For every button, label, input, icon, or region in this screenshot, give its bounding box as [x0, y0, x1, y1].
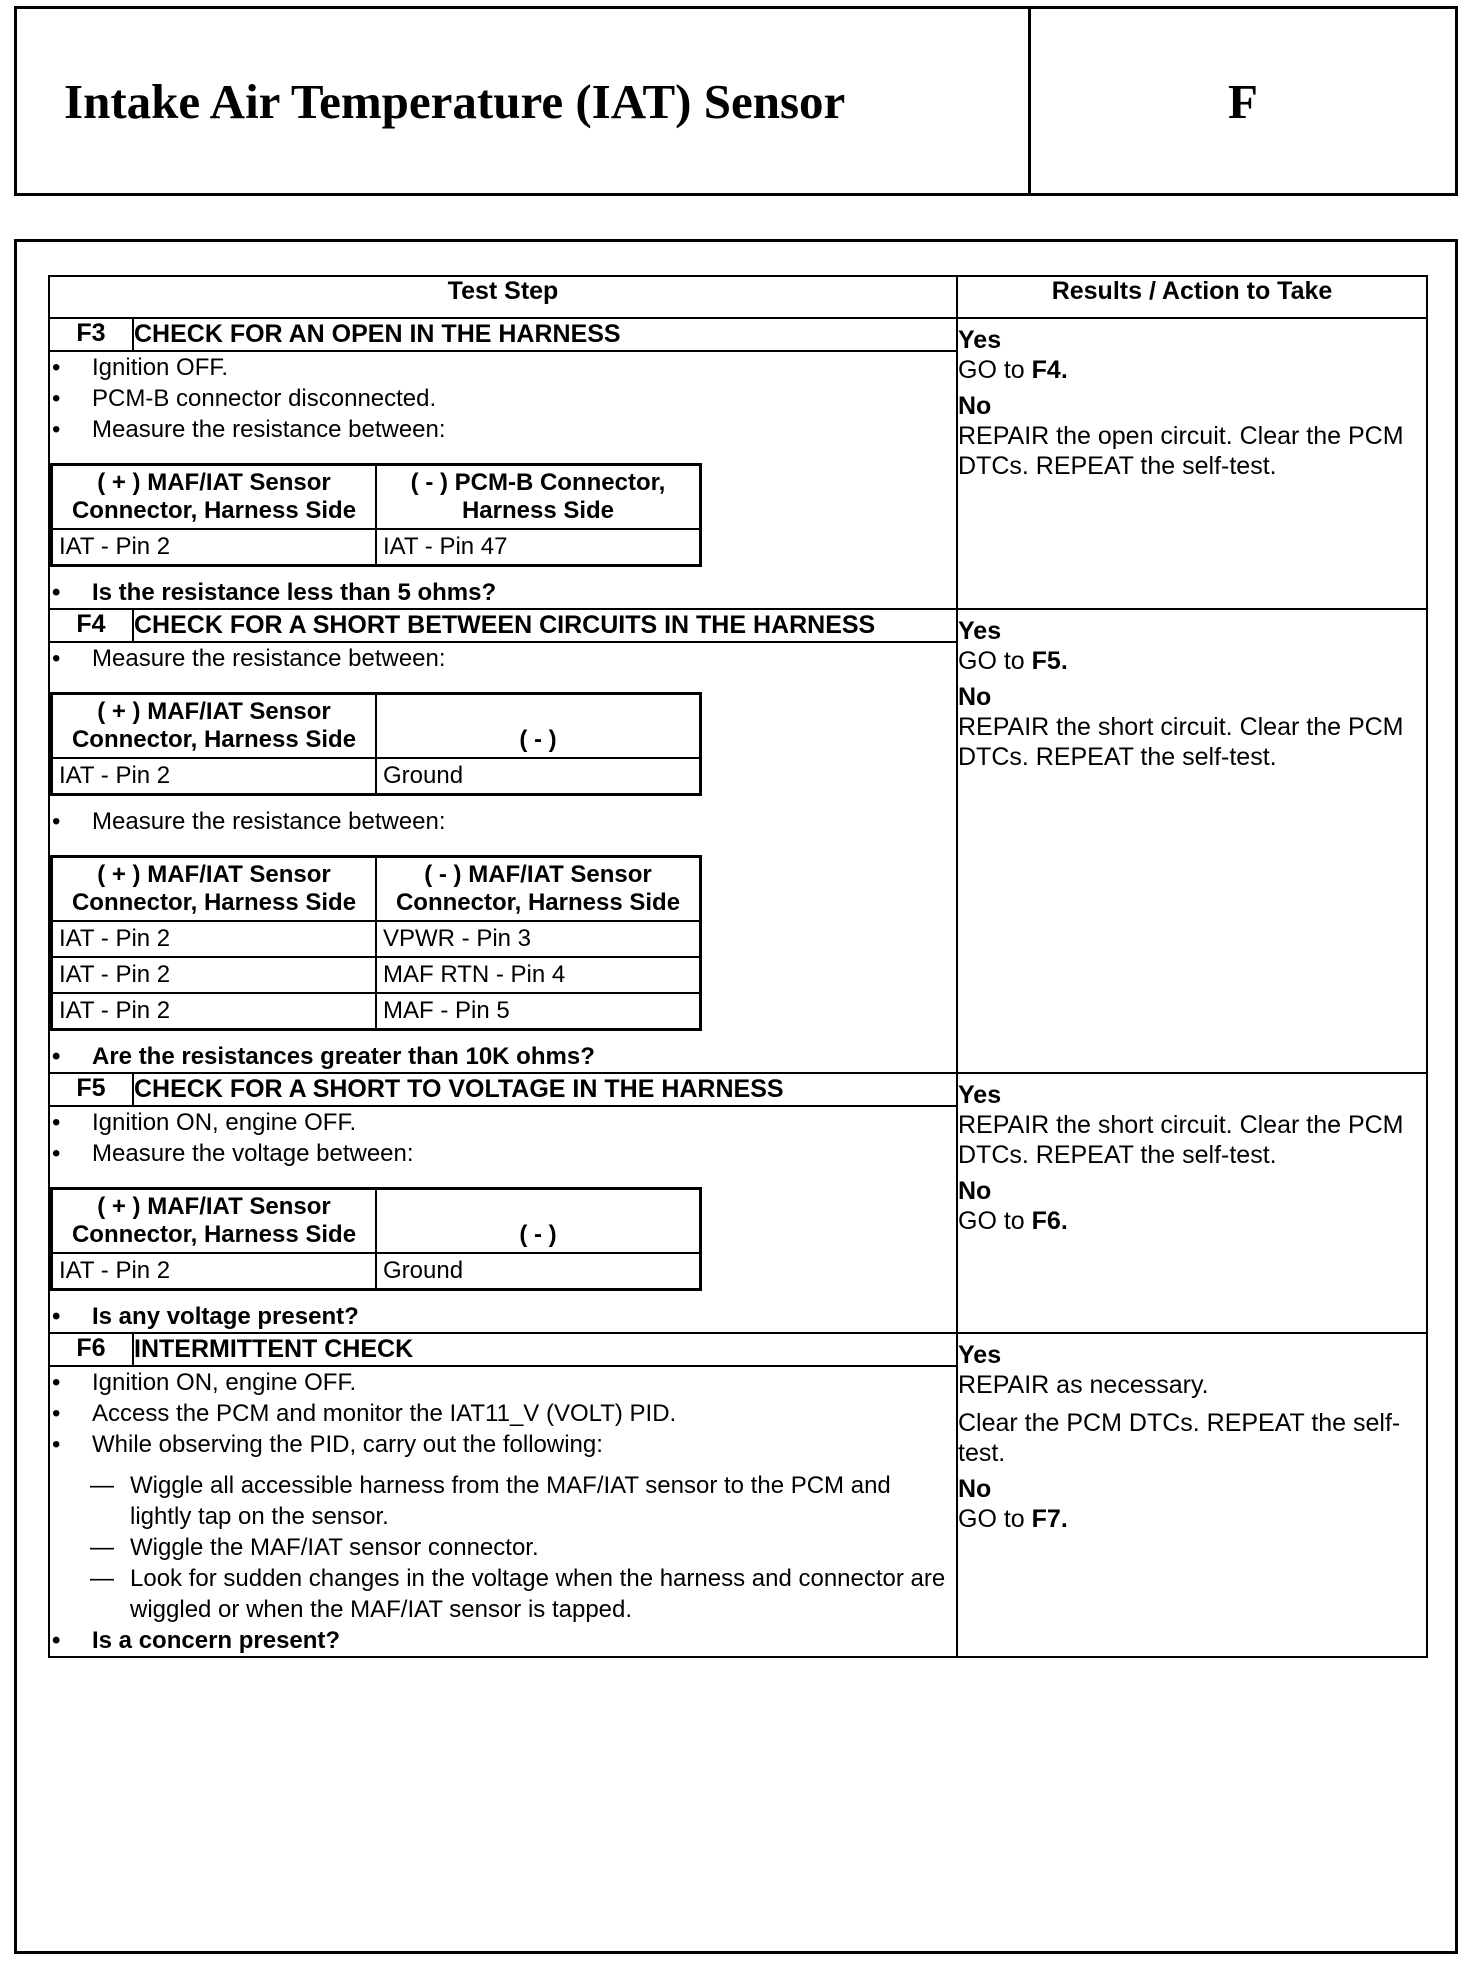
step-body [49, 1366, 957, 1657]
table-cell: Ground [376, 758, 701, 795]
question: • Is the resistance less than 5 ohms? [52, 579, 497, 606]
no-label: No [958, 1475, 992, 1503]
negative-header: ( - ) PCM-B Connector, Harness Side [376, 465, 701, 530]
positive-header: ( + ) MAF/IAT Sensor Connector, Harness Side [52, 857, 377, 922]
no-action: GO to F6. [958, 1207, 1068, 1235]
table-cell: IAT - Pin 2 [52, 957, 377, 993]
measurement-table [50, 692, 702, 796]
no-action: GO to F7. [958, 1505, 1068, 1533]
dash-item: — Wiggle all accessible harness from the MAF/IAT sensor to the PCM and lightly tap on the sensor. [90, 1472, 891, 1530]
section-letter: F [1228, 73, 1258, 129]
positive-header: ( + ) MAF/IAT Sensor Connector, Harness Side [52, 465, 377, 530]
yes-action: GO to F4. [958, 356, 1068, 384]
step-id: F4 [49, 609, 133, 642]
no-label: No [958, 683, 992, 711]
negative-header: ( - ) MAF/IAT Sensor Connector, Harness Side [376, 857, 701, 922]
table-cell: IAT - Pin 2 [52, 1253, 377, 1290]
dash-item: — Wiggle the MAF/IAT sensor connector. [90, 1534, 539, 1561]
results-header: Results / Action to Take [957, 276, 1427, 318]
yes-action-2: Clear the PCM DTCs. REPEAT the self-test. [958, 1409, 1401, 1467]
step-title: CHECK FOR AN OPEN IN THE HARNESS [133, 318, 957, 351]
bullet-item: • Ignition ON, engine OFF. [52, 1369, 357, 1396]
measurement-table [50, 463, 702, 567]
bullet-item: • Measure the resistance between: [52, 808, 446, 835]
no-label: No [958, 1177, 992, 1205]
negative-header: ( - ) [376, 694, 701, 759]
no-action: REPAIR the short circuit. Clear the PCM DTCs. REPEAT the self-test. [958, 713, 1404, 771]
yes-action: REPAIR as necessary. [958, 1371, 1209, 1399]
negative-header: ( - ) [376, 1189, 701, 1254]
step-id: F3 [49, 318, 133, 351]
step-result [957, 609, 1427, 1073]
table-cell: IAT - Pin 2 [52, 921, 377, 957]
step-body [49, 351, 957, 609]
step-body [49, 642, 957, 1073]
table-cell: IAT - Pin 47 [376, 529, 701, 566]
table-cell: MAF - Pin 5 [376, 993, 701, 1030]
yes-label: Yes [958, 1341, 1002, 1369]
step-result [957, 318, 1427, 609]
step-result [957, 1073, 1427, 1333]
table-cell: Ground [376, 1253, 701, 1290]
yes-label: Yes [958, 617, 1002, 645]
table-cell: IAT - Pin 2 [52, 993, 377, 1030]
title-box [14, 6, 1458, 196]
measurement-table [50, 855, 702, 1031]
measurement-table [50, 1187, 702, 1291]
bullet-item: • While observing the PID, carry out the following: [52, 1431, 603, 1458]
table-cell: MAF RTN - Pin 4 [376, 957, 701, 993]
step-id: F5 [49, 1073, 133, 1106]
step-title: CHECK FOR A SHORT TO VOLTAGE IN THE HARNESS [133, 1073, 957, 1106]
yes-action: REPAIR the short circuit. Clear the PCM DTCs. REPEAT the self-test. [958, 1111, 1404, 1169]
step-title: CHECK FOR A SHORT BETWEEN CIRCUITS IN THE HARNESS [133, 609, 957, 642]
question: • Is any voltage present? [52, 1303, 359, 1330]
table-cell: VPWR - Pin 3 [376, 921, 701, 957]
bullet-item: • Measure the resistance between: [52, 416, 446, 443]
yes-label: Yes [958, 1081, 1002, 1109]
step-id: F6 [49, 1333, 133, 1366]
question: • Is a concern present? [52, 1627, 341, 1654]
no-action: REPAIR the open circuit. Clear the PCM DTCs. REPEAT the self-test. [958, 422, 1404, 480]
table-cell: IAT - Pin 2 [52, 758, 377, 795]
bullet-item: • Measure the voltage between: [52, 1140, 414, 1167]
page-title: Intake Air Temperature (IAT) Sensor [17, 9, 1031, 193]
step-result [957, 1333, 1427, 1657]
bullet-item: • Access the PCM and monitor the IAT11_V (VOLT) PID. [52, 1400, 677, 1427]
no-label: No [958, 392, 992, 420]
bullet-item: • Measure the resistance between: [52, 645, 446, 672]
dash-item: — Look for sudden changes in the voltage when the harness and connector are wiggled or when the MAF/IAT sensor is tapped. [90, 1565, 946, 1623]
table-cell: IAT - Pin 2 [52, 529, 377, 566]
bullet-item: • Ignition ON, engine OFF. [52, 1109, 357, 1136]
bullet-item: • PCM-B connector disconnected. [52, 385, 437, 412]
question: • Are the resistances greater than 10K ohms? [52, 1043, 595, 1070]
step-title: INTERMITTENT CHECK [133, 1333, 957, 1366]
yes-label: Yes [958, 326, 1002, 354]
test-table [48, 275, 1428, 1658]
positive-header: ( + ) MAF/IAT Sensor Connector, Harness Side [52, 1189, 377, 1254]
positive-header: ( + ) MAF/IAT Sensor Connector, Harness Side [52, 694, 377, 759]
step-body [49, 1106, 957, 1333]
yes-action: GO to F5. [958, 647, 1068, 675]
bullet-item: • Ignition OFF. [52, 354, 229, 381]
test-step-header: Test Step [49, 276, 957, 318]
